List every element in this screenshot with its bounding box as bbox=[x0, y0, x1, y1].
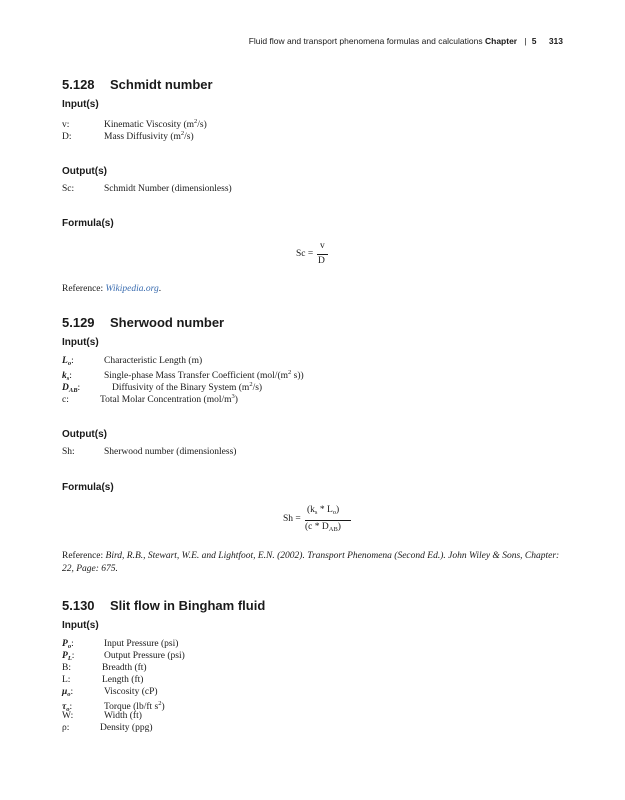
input-row: W: Width (ft) bbox=[62, 711, 142, 721]
inputs-heading: Input(s) bbox=[62, 620, 99, 631]
input-row: D: Mass Diffusivity $(m^2/s)$ bbox=[62, 130, 194, 142]
inputs-heading: Input(s) bbox=[62, 337, 99, 348]
input-row: c: Total Molar Concentration $(mol/m^3)$ bbox=[62, 393, 238, 405]
output-row: Sh: Sherwood number (dimensionless) bbox=[62, 447, 237, 457]
input-row: $\mu_o$: Viscosity (cP) bbox=[62, 687, 158, 698]
section-title-slit-flow: 5.130 Slit flow in Bingham fluid bbox=[62, 598, 266, 613]
input-row: $L_o$: Characteristic Length (m) bbox=[62, 356, 203, 367]
formula-sherwood: Sh = $(k_s * L_o)$ $(c * D_{AB})$ bbox=[283, 505, 373, 537]
running-title: Fluid flow and transport phenomena formulas and calculations bbox=[248, 36, 483, 46]
input-row: v: Kinematic Viscosity $(m^2/s)$ bbox=[62, 118, 207, 130]
chapter-number: 5 bbox=[531, 36, 537, 46]
outputs-heading: Output(s) bbox=[62, 429, 107, 440]
outputs-heading: Output(s) bbox=[62, 166, 107, 177]
formula-heading: Formula(s) bbox=[62, 482, 114, 493]
formula-schmidt: Sc = v D bbox=[296, 242, 356, 272]
formula-heading: Formula(s) bbox=[62, 218, 114, 229]
section-title-sherwood: 5.129 Sherwood number bbox=[62, 315, 225, 330]
inputs-heading: Input(s) bbox=[62, 99, 99, 110]
input-row: L: Length (ft) bbox=[62, 675, 144, 685]
input-row: $D_{AB}$: Diffusivity of the Binary System $(m^2/s)$ bbox=[62, 381, 263, 394]
input-row: ρ: Density (ppg) bbox=[62, 723, 153, 733]
running-header: Fluid flow and transport phenomena formulas and calculations Chapter | 5 313 bbox=[248, 36, 563, 46]
chapter-label: Chapter bbox=[484, 36, 518, 46]
reference: Reference: Bird, R.B., Stewart, W.E. and Lightfoot, E.N. (2002). Transport Phenomena (Second Ed.). John Wiley & Sons, Chapter: 22, Page: 675. bbox=[62, 551, 560, 574]
input-row: $P_o$: Input Pressure (psi) bbox=[62, 639, 179, 650]
input-row: $P_L$: Output Pressure (psi) bbox=[62, 651, 185, 662]
output-row: Sc: Schmidt Number (dimensionless) bbox=[62, 184, 232, 194]
input-row: $k_s$: Single-phase Mass Transfer Coefficient ($mol/(m^2$ s)) bbox=[62, 369, 304, 382]
reference: Reference: Wikipedia.org. bbox=[62, 284, 162, 294]
input-row: $\tau_o$: Torque (lb/ft $s^2$) bbox=[62, 700, 165, 713]
reference-link[interactable]: Wikipedia.org bbox=[105, 284, 159, 294]
section-title-schmidt: 5.128 Schmidt number bbox=[62, 77, 213, 92]
page-number: 313 bbox=[548, 36, 563, 46]
input-row: B: Breadth (ft) bbox=[62, 663, 147, 673]
